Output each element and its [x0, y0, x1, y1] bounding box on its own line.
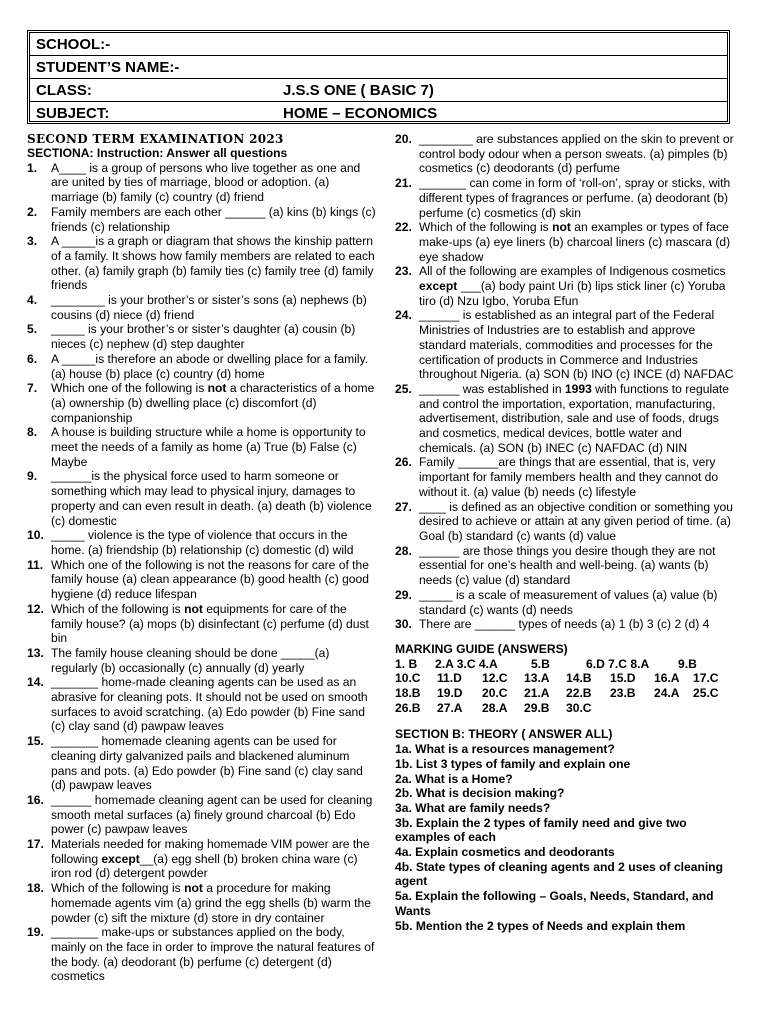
question-number: 24.	[395, 308, 412, 323]
question-text-part: with functions to regulate and control the importation, exportation, manufacturing, advertisement, distribution, sale and use of foods, drugs and cosmetics, medical devices, bottle water and chemicals. (a) SON (b) INEC (c) NAFDAC (d) NIN	[419, 381, 729, 455]
question-number: 6.	[27, 351, 38, 366]
question-text: Which one of the following is not the reasons for care of the family house (a) clean appearance (b) good health (c) good hygiene (d) reduce lifespan	[51, 557, 369, 602]
question-number: 2.	[27, 204, 38, 219]
question-text	[419, 220, 740, 264]
left-column	[27, 132, 377, 984]
question-text-part: Which of the following is	[51, 881, 185, 896]
question-item	[27, 528, 377, 557]
question-text-part: Materials needed for making homemade VIM power are the following	[51, 837, 370, 866]
question-number: 22.	[395, 220, 412, 235]
question-item	[27, 425, 377, 469]
theory-heading: SECTION B: THEORY ( ANSWER ALL)	[395, 727, 613, 742]
question-emphasis: not	[207, 381, 227, 396]
answer-key: 25.C	[693, 686, 719, 701]
answer-key: 23.B	[610, 686, 636, 701]
question-number: 30.	[395, 617, 412, 632]
theory-question: 1a. What is a resources management?	[395, 742, 615, 757]
question-number: 17.	[27, 837, 44, 852]
question-text: ________ are substances applied on the skin to prevent or control body odour when a person sweats. (a) pimples (b) cosmetics (c) deodorants (d) perfume	[419, 132, 734, 176]
marking-guide-title: MARKING GUIDE (ANSWERS)	[395, 641, 568, 656]
question-item	[27, 205, 377, 234]
question-emphasis: 1993	[564, 381, 592, 396]
answer-key: 26.B	[395, 700, 421, 715]
question-number: 19.	[27, 925, 44, 940]
theory-section	[395, 727, 740, 933]
answer-key: 18.B	[395, 686, 421, 701]
question-item	[27, 558, 377, 602]
question-text-part: Which one of the following is	[51, 381, 208, 396]
theory-question: 3b. Explain the 2 types of family need and give two examples of each	[395, 815, 687, 845]
marking-guide	[395, 642, 740, 716]
answer-key: 16.A	[654, 671, 680, 686]
theory-question: 5b. Mention the 2 types of Needs and explain them	[395, 918, 686, 933]
section-a-heading: SECTIONA: Instruction: Answer all questions	[27, 146, 288, 160]
question-number: 3.	[27, 234, 38, 249]
question-item	[27, 646, 377, 675]
question-text: A _____is therefore an abode or dwelling place for a family. (a) house (b) place (c) country (d) home	[51, 351, 369, 381]
question-text-part: All of the following are examples of Indigenous cosmetics	[419, 264, 726, 279]
question-number: 9.	[27, 469, 38, 484]
question-item	[27, 322, 377, 351]
theory-items	[395, 742, 740, 933]
question-item	[395, 176, 740, 220]
question-text: Family ______are things that are essential, that is, very important for family members health and they cannot do without it. (a) value (b) needs (c) lifestyle	[419, 455, 719, 499]
answer-key: 10.C	[395, 671, 421, 686]
question-text: _____ is a scale of measurement of values (a) value (b) standard (c) wants (d) needs	[419, 587, 718, 617]
theory-question: 3a. What are family needs?	[395, 800, 551, 815]
question-text-part: a characteristics of a home (a) ownership (b) dwelling place (c) discomfort (d) companionship	[51, 381, 375, 425]
theory-question: 5a. Explain the following – Goals, Needs, Standard, and Wants	[395, 889, 714, 918]
marking-guide-row	[395, 671, 740, 686]
question-text-part: equipments for care of the family house? (a) mops (b) disinfectant (c) perfume (d) dust bin	[51, 601, 369, 646]
question-text: There are ______ types of needs (a) 1 (b) 3 (c) 2 (d) 4	[419, 617, 710, 632]
question-text-part: a procedure for making homemade agents vim (a) grind the egg shells (b) warm the powder (c) sift the mixture (d) store in dry container	[51, 881, 371, 925]
class-value: J.S.S ONE ( BASIC 7)	[283, 81, 434, 99]
question-text: A _____is a graph or diagram that shows the kinship pattern of a family. It shows how family members are related to each other. (a) family graph (b) family ties (c) family tree (d) family friends	[51, 234, 375, 293]
question-text-part: ___(a) body paint Uri (b) lips stick liner (c) Yoruba tiro (d) Nzu Igbo, Yoruba Efun	[419, 279, 726, 308]
theory-question: 2b. What is decision making?	[395, 786, 565, 801]
answer-key: 2.A 3.C 4.A	[435, 656, 498, 671]
question-number: 4.	[27, 293, 38, 308]
question-item	[27, 381, 377, 425]
question-text	[51, 837, 377, 881]
question-emphasis: not	[184, 881, 203, 896]
question-emphasis: except	[419, 279, 458, 294]
question-number: 13.	[27, 645, 44, 660]
question-list-left	[27, 161, 377, 984]
subject-label: SUBJECT:	[36, 104, 110, 122]
answer-key: 11.D	[437, 671, 462, 686]
student-name-label: STUDENT’S NAME:-	[36, 58, 180, 76]
question-item	[395, 308, 740, 382]
question-item	[27, 734, 377, 793]
question-text: A____ is a group of persons who live together as one and are united by ties of marriage, blood or adoption. (a) marriage (b) family (c) country (d) friend	[51, 160, 361, 205]
question-item	[27, 234, 377, 293]
question-number: 16.	[27, 792, 44, 807]
question-text: ______is the physical force used to harm someone or something which may lead to physical injury, damages to property and can even result in death. (a) death (b) violence (c) domestic	[51, 469, 372, 528]
question-number: 26.	[395, 455, 412, 470]
question-text: ____ is defined as an objective condition or something you desired to achieve or attain at any given period of time. (a) Goal (b) standard (c) wants (d) value	[419, 499, 733, 543]
question-item	[27, 602, 377, 646]
question-item	[395, 382, 740, 456]
question-text: _____ violence is the type of violence that occurs in the home. (a) friendship (b) relationship (c) domestic (d) wild	[51, 528, 354, 557]
question-text: ________ is your brother’s or sister’s sons (a) nephews (b) cousins (d) niece (d) friend	[51, 293, 367, 322]
question-text: ______ are those things you desire though they are not essential for one’s health and well-being. (a) wants (b) needs (c) value (d) standard	[419, 543, 716, 588]
question-number: 8.	[27, 425, 38, 440]
question-emphasis: not	[184, 601, 203, 616]
theory-question: 2a. What is a Home?	[395, 771, 513, 786]
answer-key: 29.B	[524, 700, 550, 715]
question-text: _____ is your brother’s or sister’s daughter (a) cousin (b) nieces (c) nephew (d) step daughter	[51, 322, 356, 352]
subject-value: HOME – ECONOMICS	[283, 104, 438, 122]
question-text-part: __(a) egg shell (b) broken china ware (c) iron rod (d) detergent powder	[51, 851, 358, 881]
header-table	[27, 30, 730, 124]
answer-key: 14.B	[566, 671, 592, 686]
answer-key: 1. B	[395, 656, 418, 671]
school-row	[30, 33, 727, 56]
answer-key: 27.A	[437, 700, 463, 715]
question-item	[395, 132, 740, 176]
question-number: 15.	[27, 734, 44, 749]
question-list-right	[395, 132, 740, 632]
question-number: 27.	[395, 499, 412, 514]
question-text: ______ homemade cleaning agent can be used for cleaning smooth metal surfaces (a) finely ground charcoal (b) Edo power (c) pawpaw leaves	[51, 792, 373, 837]
theory-question: 1b. List 3 types of family and explain one	[395, 756, 631, 771]
answer-key: 22.B	[566, 686, 592, 701]
question-text-part: Which of the following is	[419, 220, 553, 235]
question-text: ______ is established as an integral part of the Federal Ministries of Industries are to establish and approve standard materials, commodities and processes for the certification of products in Commerce and Industries throughout Nigeria. (a) SON (b) INO (c) INCE (d) NAFDAC	[419, 308, 734, 382]
question-item	[27, 881, 377, 925]
answer-key: 20.C	[482, 686, 508, 701]
answer-key: 24.A	[654, 686, 680, 701]
question-item	[395, 220, 740, 264]
answer-key: 9.B	[678, 656, 697, 671]
marking-guide-row	[395, 657, 740, 672]
question-text: _______ homemade cleaning agents can be used for cleaning dirty galvanized pails and blackened aluminum pans and pots. (a) Edo powder (b) Fine sand (c) clay sand (d) pawpaw leaves	[51, 734, 363, 793]
question-number: 18.	[27, 881, 44, 896]
question-item	[395, 617, 740, 632]
question-item	[27, 925, 377, 984]
question-number: 7.	[27, 381, 38, 396]
subject-row	[30, 102, 727, 124]
question-item	[395, 588, 740, 617]
question-item	[27, 469, 377, 528]
question-text-part: an examples or types of face make-ups (a) eye liners (b) charcoal liners (c) mascara (d) eye shadow	[419, 220, 731, 264]
question-number: 25.	[395, 381, 412, 396]
question-text	[419, 382, 740, 456]
class-label: CLASS:	[36, 81, 92, 99]
marking-guide-rows	[395, 657, 740, 716]
question-number: 12.	[27, 601, 44, 616]
theory-question: 4a. Explain cosmetics and deodorants	[395, 845, 615, 860]
right-column	[395, 132, 740, 933]
answer-key: 12.C	[482, 671, 508, 686]
question-number: 1.	[27, 160, 38, 175]
answer-key: 17.C	[693, 671, 719, 686]
question-item	[27, 837, 377, 881]
question-number: 23.	[395, 264, 412, 279]
question-number: 11.	[27, 557, 44, 572]
question-text: A house is building structure while a home is opportunity to meet the needs of a family as home (a) True (b) False (c) Maybe	[51, 425, 366, 469]
question-number: 5.	[27, 322, 38, 337]
question-text: _______ can come in form of ‘roll-on’, spray or sticks, with different types of fragrances or perfume. (a) deodorant (b) perfume (c) cosmetics (d) skin	[419, 176, 731, 220]
question-text-part: Which of the following is	[51, 601, 185, 616]
question-number: 10.	[27, 528, 44, 543]
answer-key: 21.A	[524, 686, 550, 701]
question-item	[27, 793, 377, 837]
question-item	[27, 293, 377, 322]
question-item	[27, 161, 377, 205]
exam-title: SECOND TERM EXAMINATION 2023	[27, 132, 284, 146]
question-text: _______ make-ups or substances applied on the body, mainly on the face in order to improve the natural features of the body. (a) deodorant (b) perfume (c) detergent (d) cosmetics	[51, 925, 375, 984]
question-text-part: ______ was established in	[419, 381, 565, 396]
question-number: 20.	[395, 132, 412, 146]
answer-key: 28.A	[482, 700, 508, 715]
student-name-row	[30, 56, 727, 79]
question-item	[395, 264, 740, 308]
question-text: Family members are each other ______ (a) kins (b) kings (c) friends (c) relationship	[51, 204, 376, 234]
question-emphasis: not	[552, 220, 571, 235]
question-item	[395, 544, 740, 588]
question-number: 21.	[395, 176, 412, 191]
question-text	[51, 381, 377, 425]
question-text: _______ home-made cleaning agents can be used as an abrasive for cleaning pots. It should not be used on smooth surfaces to avoid scratching. (a) Edo powder (b) Fine sand (c) clay sand (d) pawpaw leaves	[51, 675, 368, 734]
question-item	[27, 352, 377, 381]
answer-key: 19.D	[437, 686, 463, 701]
marking-guide-row	[395, 686, 740, 701]
school-label: SCHOOL:-	[36, 35, 111, 53]
marking-guide-row	[395, 701, 740, 716]
question-number: 14.	[27, 675, 44, 690]
question-item	[27, 675, 377, 734]
answer-key: 15.D	[610, 671, 636, 686]
question-emphasis: except	[101, 851, 140, 866]
question-text	[419, 264, 740, 308]
question-text	[51, 881, 377, 925]
class-row	[30, 79, 727, 102]
theory-question: 4b. State types of cleaning agents and 2 uses of cleaning agent	[395, 859, 723, 889]
answer-key: 30.C	[566, 700, 592, 715]
answer-key: 5.B	[531, 656, 550, 671]
question-text: The family house cleaning should be done _____(a) regularly (b) occasionally (c) annually (d) yearly	[51, 645, 330, 675]
question-number: 28.	[395, 543, 412, 558]
question-text	[51, 602, 377, 646]
question-number: 29.	[395, 587, 412, 602]
question-item	[395, 500, 740, 544]
answer-key: 13.A	[524, 671, 550, 686]
question-item	[395, 455, 740, 499]
answer-key: 6.D 7.C 8.A	[586, 656, 650, 671]
